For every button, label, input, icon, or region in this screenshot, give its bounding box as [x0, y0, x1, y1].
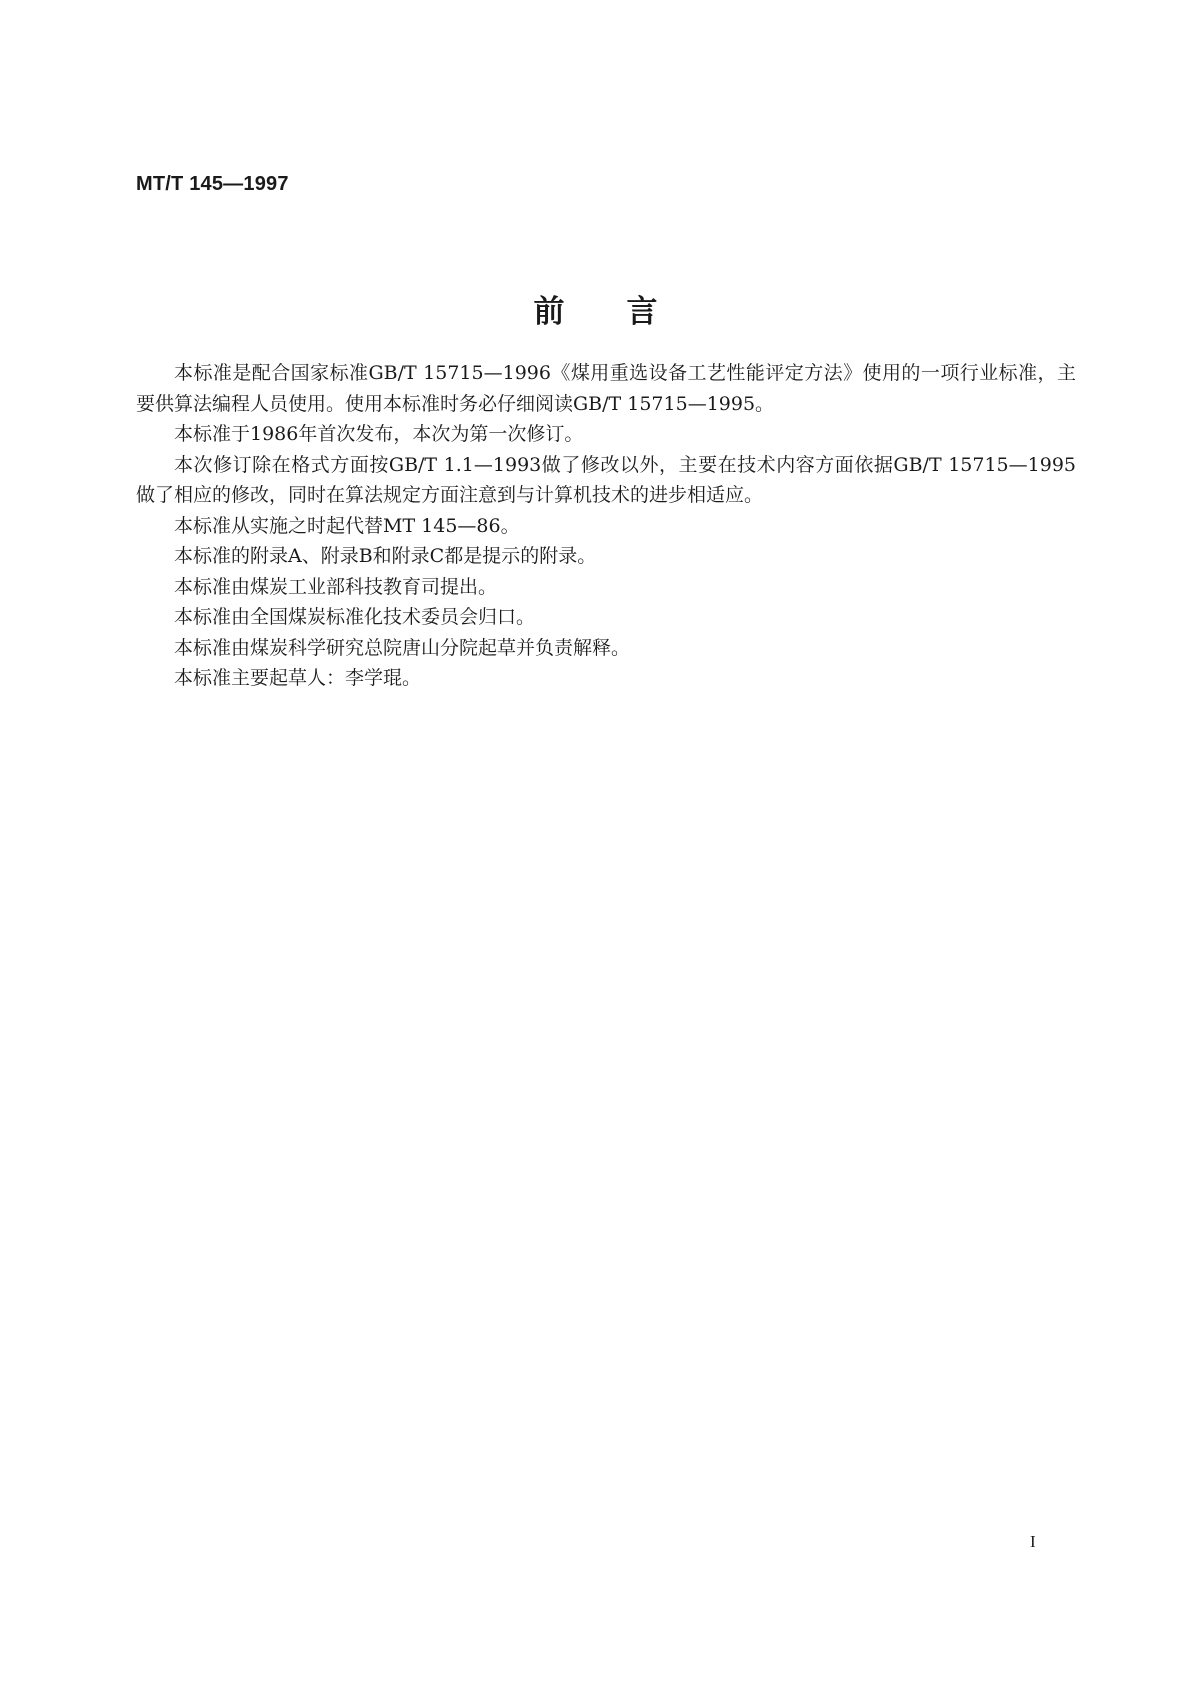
paragraph-centralized-by: 本标准由全国煤炭标准化技术委员会归口。 — [174, 606, 536, 628]
page-title: 前言 — [533, 294, 720, 330]
document-code: MT/T 145—1997 — [136, 173, 289, 195]
paragraph-replaces: 本标准从实施之时起代替MT 145—86。 — [174, 514, 520, 537]
paragraph-proposed-by: 本标准由煤炭工业部科技教育司提出。 — [174, 575, 498, 598]
paragraph-first-issue: 本标准于1986年首次发布，本次为第一次修订。 — [174, 423, 584, 445]
foreword-body — [136, 358, 1076, 694]
paragraph-appendices: 本标准的附录A、附录B和附录C都是提示的附录。 — [174, 545, 597, 567]
paragraph-scope: 本标准是配合国家标准GB/T 15715—1996《煤用重选设备工艺性能评定方法》使用的一项行业标准，主要供算法编程人员使用。使用本标准时务必仔细阅读GB/T 15715—1995。 — [136, 362, 1076, 415]
paragraph-drafted-by: 本标准由煤炭科学研究总院唐山分院起草并负责解释。 — [174, 636, 631, 659]
paragraph-revision: 本次修订除在格式方面按GB/T 1.1—1993做了修改以外，主要在技术内容方面依据GB/T 15715—1995做了相应的修改，同时在算法规定方面注意到与计算机技术的进步相适应。 — [136, 453, 1076, 506]
paragraph-main-drafter: 本标准主要起草人：李学琨。 — [174, 667, 422, 689]
page-number: I — [1030, 1532, 1036, 1551]
